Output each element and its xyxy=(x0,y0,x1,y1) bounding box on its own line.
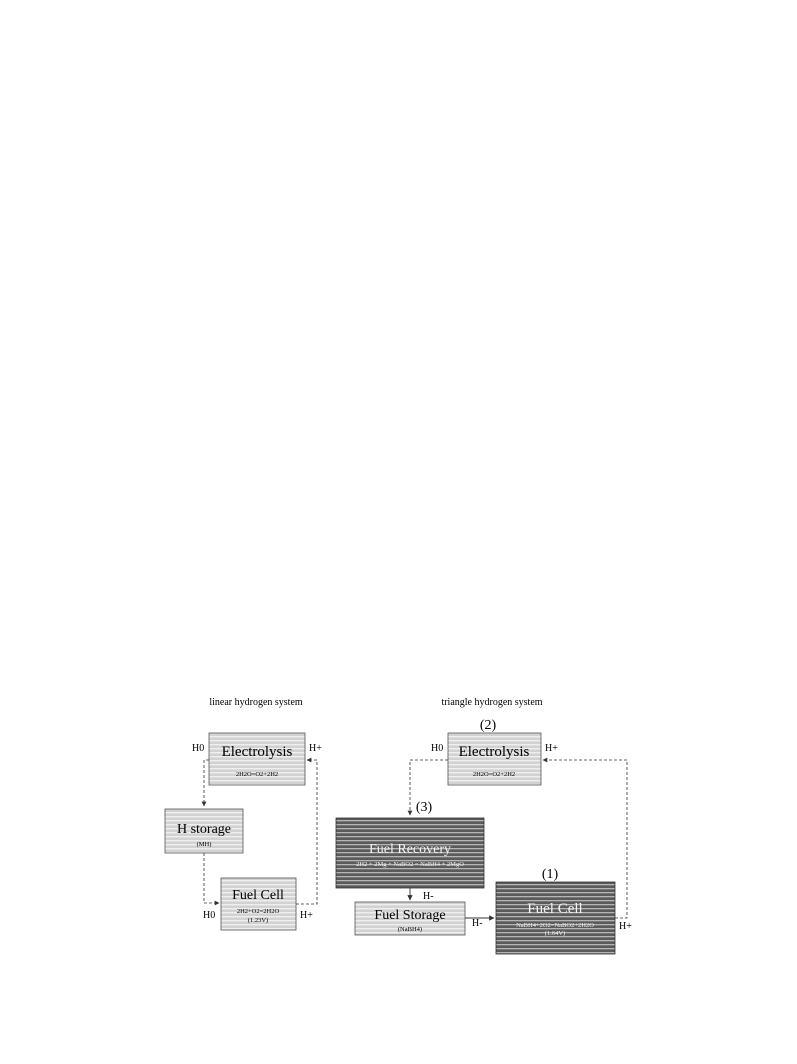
linear-electrolysis-label: Electrolysis xyxy=(221,744,293,760)
triangle-electrolysis-box xyxy=(448,733,541,785)
linear-electrolysis-equation: 2H2O=O2+2H2 xyxy=(235,771,279,778)
linear-h-storage-sub: (MH) xyxy=(196,841,212,848)
linear-electrolysis-to-storage-arrow xyxy=(204,760,209,806)
triangle-h-minus-storage-label: H- xyxy=(472,918,483,929)
triangle-electrolysis-equation: 2H2O=O2+2H2 xyxy=(472,771,516,778)
triangle-fuel-recovery-equation: 2H2 + 2Mg + NaBO2 = NaBH4 + 2MgO xyxy=(356,861,464,868)
triangle-fuel-recovery-label: Fuel Recovery xyxy=(368,842,452,857)
linear-h0-top-label: H0 xyxy=(192,743,205,754)
linear-fuel-cell-equation: 2H2+O2=2H2O xyxy=(236,908,280,915)
triangle-fuel-cell-label: Fuel Cell xyxy=(527,901,583,917)
linear-fuel-cell-label: Fuel Cell xyxy=(232,888,284,903)
linear-fuel-cell-voltage: (1.23V) xyxy=(247,917,269,924)
triangle-h-minus-recovery-label: H- xyxy=(423,891,434,902)
triangle-fuel-cell-number: (1) xyxy=(541,867,559,882)
linear-hplus-top-label: H+ xyxy=(309,743,322,754)
triangle-electrolysis-label: Electrolysis xyxy=(458,744,530,760)
linear-fuel-cell-box xyxy=(221,878,296,930)
triangle-hplus-top-label: H+ xyxy=(545,743,558,754)
triangle-system-title: triangle hydrogen system xyxy=(441,697,543,708)
triangle-fuel-cell-voltage: (1.64V) xyxy=(544,930,566,937)
triangle-electrolysis-number: (2) xyxy=(479,718,497,733)
triangle-hplus-cell-label: H+ xyxy=(619,921,632,932)
linear-storage-to-cell-arrow xyxy=(204,853,219,903)
linear-h-storage-label: H storage xyxy=(176,822,232,837)
triangle-fuel-cell-box xyxy=(496,882,615,954)
triangle-fuel-storage-sub: (NaBH4) xyxy=(397,926,423,933)
linear-h0-bottom-label: H0 xyxy=(203,910,216,921)
triangle-recovery-number: (3) xyxy=(415,800,433,815)
linear-h-storage-box xyxy=(165,809,243,853)
linear-system-title: linear hydrogen system xyxy=(209,697,303,708)
triangle-fuel-storage-box xyxy=(355,902,465,935)
triangle-fuel-recovery-box xyxy=(336,818,484,888)
triangle-fuel-cell-equation: NaBH4+2O2=NaBO2+2H2O xyxy=(516,922,594,929)
triangle-fuel-storage-label: Fuel Storage xyxy=(374,908,446,923)
triangle-h0-top-label: H0 xyxy=(431,743,444,754)
linear-hplus-bottom-label: H+ xyxy=(300,910,313,921)
linear-electrolysis-box xyxy=(209,733,305,785)
